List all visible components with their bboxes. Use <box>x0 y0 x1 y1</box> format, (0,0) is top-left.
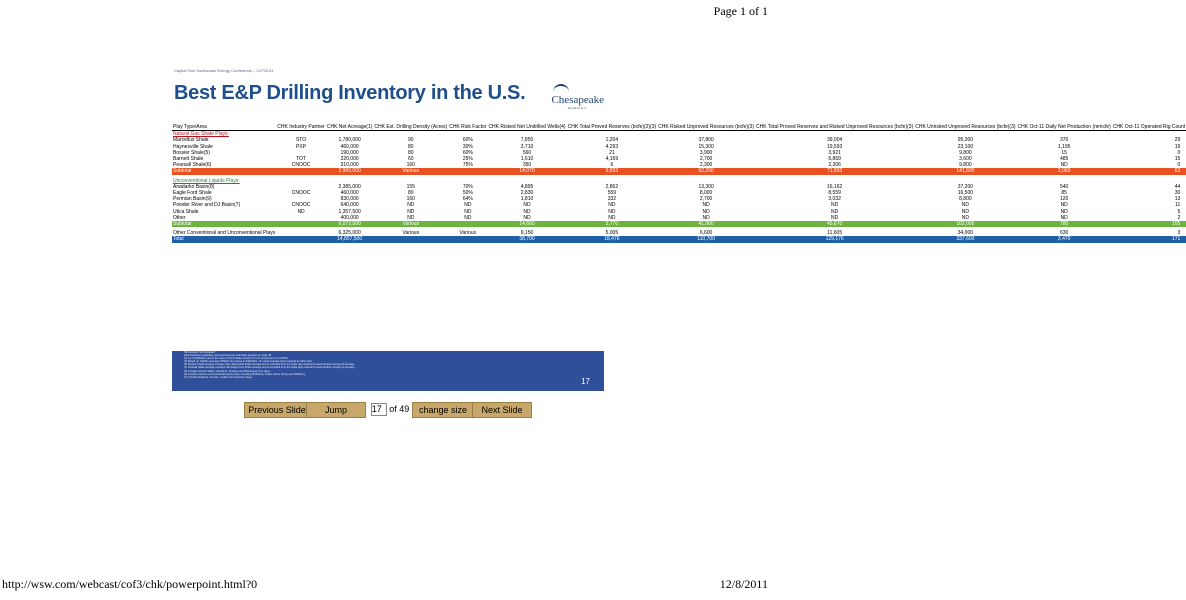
table-cell: ND <box>464 214 472 221</box>
table-cell: 1,357,500 <box>338 208 361 215</box>
table-cell: ND <box>523 202 531 209</box>
footnotes <box>172 351 604 379</box>
table-cell: 337,600 <box>914 236 1016 242</box>
table-cell: ND <box>464 202 472 209</box>
table-cell: 30 <box>1174 190 1181 197</box>
table-cell: 23,100 <box>957 143 974 150</box>
table-cell: 8,559 <box>828 190 841 197</box>
table-cell: ND <box>702 202 710 209</box>
table-cell: 63 <box>1112 168 1186 174</box>
table-cell: 560 <box>522 149 532 156</box>
table-cell: 190,000 <box>340 149 359 156</box>
table-cell: ND <box>608 214 616 221</box>
table-cell: 90 <box>408 137 414 144</box>
table-cell: ND <box>297 208 305 215</box>
table-cell: 44 <box>1174 183 1181 190</box>
footnote: (5) Includes Granite Wash, Cleveland, Tonkawa and Mississippi Lime plays <box>184 369 271 373</box>
column-header: CHK Oct-11 Operated Rig Count <box>1112 124 1186 130</box>
table-cell: Permian Basin(9) <box>173 196 212 203</box>
column-header: CHK Unrisked Unproved Resources (bcfe)(3) <box>915 124 1016 130</box>
table-cell: Various <box>373 221 448 227</box>
table-cell: 1,810 <box>520 196 534 203</box>
column-header: CHK Est. Drilling Density (Acres) <box>374 124 448 130</box>
slide-number-input[interactable] <box>371 403 387 416</box>
table-cell <box>448 236 487 242</box>
table-cell: 102,000 <box>914 221 1016 227</box>
table-cell: 220,000 <box>340 156 359 163</box>
table-cell: 640,000 <box>340 202 359 209</box>
table-cell: STO <box>295 137 307 144</box>
inventory-body <box>172 131 1186 243</box>
table-cell: ND <box>1060 214 1068 221</box>
table-cell: ND <box>702 208 710 215</box>
table-cell: 6,600 <box>699 230 713 237</box>
table-cell: 8,800 <box>959 196 972 203</box>
table-cell: 14,660 <box>487 221 566 227</box>
table-cell: 110,700 <box>657 236 755 242</box>
table-cell: 2,060 <box>1017 168 1112 174</box>
column-header: CHK Oct-11 Daily Net Production (mmcfe) <box>1017 124 1111 130</box>
table-cell: 1,195 <box>1057 143 1071 150</box>
table-cell: 160 <box>406 162 415 169</box>
inventory-table <box>172 124 1186 243</box>
table-cell: 540 <box>1060 183 1069 190</box>
table-cell: ND <box>608 208 616 215</box>
table-cell: 400,000 <box>340 214 359 221</box>
column-header: CHK Risk Factor <box>449 124 487 130</box>
table-cell: 350 <box>522 162 532 169</box>
table-cell: 3,710 <box>520 143 534 150</box>
logo-name: Chesapeake <box>551 94 604 106</box>
table-cell: 2,700 <box>699 156 713 163</box>
table-cell: 15 <box>1061 149 1067 156</box>
table-cell: 37,800 <box>698 137 714 144</box>
table-cell: 19 <box>1174 143 1181 150</box>
table-cell: 370 <box>1060 137 1069 144</box>
table-cell: 85 <box>1061 190 1067 197</box>
table-cell: ND <box>702 214 710 221</box>
table-cell: 105 <box>1112 221 1186 227</box>
table-cell: ND <box>464 208 472 215</box>
table-cell: 2,862 <box>605 183 619 190</box>
footnote: (3) Bossier Shale acreage overlaps with Haynesville Shale acreage and is excluded from the shale play subtotal to avoid double counting of acreage <box>184 363 355 367</box>
table-cell: 7,850 <box>520 137 534 144</box>
footnotes-panel <box>172 351 604 391</box>
table-cell: 11 <box>1175 202 1181 209</box>
table-cell: 16,162 <box>826 183 843 190</box>
table-cell: 2,300 <box>699 162 713 169</box>
column-header: CHK Total Proved Reserves (bcfe)(2)(3) <box>567 124 657 130</box>
table-cell: Utica Shale <box>173 208 199 215</box>
footnote: (1) As of 9/30/2011, and in the case of Utica Shale includes JV CO announced on 11/15/11 <box>184 357 288 361</box>
table-cell: 141,600 <box>914 168 1016 174</box>
table-cell: 16,500 <box>957 190 974 197</box>
table-cell: CNOOC <box>291 202 311 209</box>
table-cell: 80 <box>408 149 414 156</box>
table-cell: ND <box>407 214 415 221</box>
footnote: (4) Pearsall Shale acreage overlaps with Eagle Ford Shale acreage and is excluded from the shale play subtotal to avoid double counting of acreage <box>184 366 355 370</box>
table-cell: 4,293 <box>605 143 619 150</box>
column-header: CHK Industry Partner <box>277 124 325 130</box>
table-cell: 1,610 <box>520 156 534 163</box>
table-cell: 50% <box>462 190 473 197</box>
table-cell: 60 <box>408 156 414 163</box>
section-header-row <box>172 131 1186 138</box>
table-cell: 34,000 <box>957 230 974 237</box>
table-cell: 310,000 <box>340 162 359 169</box>
table-cell: ND <box>523 214 531 221</box>
table-cell: Anadarko Basin(8) <box>173 183 215 190</box>
table-cell: ND <box>523 208 531 215</box>
table-cell: 485 <box>1060 156 1069 163</box>
table-cell: 18,476 <box>567 236 658 242</box>
table-cell: 830,000 <box>340 196 359 203</box>
table-cell: 6,869 <box>828 156 841 163</box>
table-cell <box>276 236 326 242</box>
table-cell: Bossier Shale(5) <box>173 149 210 156</box>
table-cell: Barnett Shale <box>173 156 204 163</box>
table-cell: PXP <box>296 143 307 150</box>
table-cell: 37,200 <box>957 183 974 190</box>
jump-button[interactable]: Jump <box>306 402 366 418</box>
table-cell: 13,300 <box>698 183 714 190</box>
table-cell: 2,306 <box>828 162 841 169</box>
table-cell: 120 <box>1060 196 1069 203</box>
table-cell: 3,600 <box>959 156 972 163</box>
table-cell: ND <box>407 202 415 209</box>
slide-number: 17 <box>581 377 590 386</box>
slide-total: of 49 <box>389 404 410 414</box>
table-cell: 8,000 <box>699 190 713 197</box>
table-cell: 14,857,500 <box>326 236 374 242</box>
print-date: 12/8/2011 <box>719 577 768 591</box>
table-cell: 39,004 <box>826 137 843 144</box>
table-cell: 30% <box>462 143 473 150</box>
table-cell: ND <box>1060 162 1068 169</box>
table-cell: 75% <box>462 162 473 169</box>
slide <box>168 64 1186 394</box>
table-cell: ND <box>407 208 415 215</box>
table-cell: 64% <box>462 196 473 203</box>
table-cell: 129,176 <box>755 236 914 242</box>
chesapeake-logo <box>551 94 604 110</box>
table-cell: 2 <box>1177 214 1181 221</box>
table-cell: ND <box>961 202 969 209</box>
table-cell: 41,900 <box>657 221 755 227</box>
table-cell: 6,325,000 <box>338 230 361 237</box>
table-cell: CNOOC <box>291 190 311 197</box>
table-cell: Eagle Ford Shale <box>173 190 212 197</box>
column-header: Play Type/Area <box>172 124 276 131</box>
table-cell: ND <box>1060 208 1068 215</box>
table-cell: 6,072,500 <box>326 221 374 227</box>
table-cell: Total <box>172 236 276 242</box>
table-cell: 95,300 <box>957 137 974 144</box>
table-cell: 3,921 <box>828 149 841 156</box>
section-title: Natural Gas Shale Plays: <box>173 131 229 138</box>
table-cell: ND <box>961 214 969 221</box>
table-cell: Powder River and DJ Basin(7) <box>173 202 241 209</box>
table-cell: Haynesville Shale <box>173 143 213 150</box>
table-cell: ND <box>1060 202 1068 209</box>
table-cell: Subtotal <box>172 221 276 227</box>
table-cell: TOT <box>296 156 307 163</box>
next-slide-button[interactable]: Next Slide <box>472 402 532 418</box>
table-cell: 11,605 <box>827 230 843 237</box>
table-cell: Other Conventional and Unconventional Plays <box>173 230 276 237</box>
table-cell: 9,800 <box>959 149 972 156</box>
table-cell: 14,070 <box>487 168 566 174</box>
table-cell: 559 <box>607 190 617 197</box>
table-cell: Various <box>459 230 477 237</box>
table-cell: 0 <box>1177 149 1181 156</box>
footnote: (6) Includes various unconventional liquids plays, including Wolfcamp, Avalon, Bone Spring and Wolfberry <box>184 372 306 376</box>
table-cell: 3,470 <box>1017 236 1112 242</box>
table-cell: 2,700 <box>699 196 713 203</box>
column-header: CHK Net Acreage(1) <box>326 124 373 130</box>
table-cell: Marcellus Shale <box>173 137 209 144</box>
table-cell: 4,895 <box>520 183 534 190</box>
table-cell: 630 <box>1060 230 1069 237</box>
table-cell: 62,200 <box>657 168 755 174</box>
table-cell: ND <box>831 214 839 221</box>
column-header: CHK Risked Net Undrilled Wells(4) <box>488 124 566 130</box>
table-cell: 71,893 <box>755 168 914 174</box>
page-url: http://wsw.com/webcast/cof3/chk/powerpoint.html?0 <box>2 577 258 591</box>
table-cell: 2,830 <box>520 190 534 197</box>
table-cell: 9,800 <box>959 162 972 169</box>
table-cell: ND <box>961 208 969 215</box>
table-cell: 2,385,000 <box>338 183 361 190</box>
table-cell: 4,169 <box>605 156 619 163</box>
table-cell: Pearsall Shale(6) <box>173 162 212 169</box>
table-cell <box>373 236 448 242</box>
table-cell: 45,670 <box>755 221 914 227</box>
table-cell: CNOOC <box>291 162 311 169</box>
table-cell: 9,693 <box>567 168 658 174</box>
table-cell: 1,780,000 <box>338 137 361 144</box>
table-cell: Various <box>402 230 420 237</box>
table-cell: 1,204 <box>605 137 619 144</box>
table-cell: 2,960,000 <box>326 168 374 174</box>
table-cell: 29 <box>1174 137 1181 144</box>
table-cell: 780 <box>1017 221 1112 227</box>
section-title: Unconventional Liquids Plays: <box>173 177 240 184</box>
page-counter: Page 1 of 1 <box>713 4 768 18</box>
logo-sub: ENERGY <box>568 106 588 110</box>
table-row <box>172 236 1186 242</box>
footnote: ND denotes "not disclosed" <box>184 351 216 354</box>
table-cell: 80 <box>408 190 414 197</box>
table-cell: 171 <box>1112 236 1186 242</box>
footnote: Risk disclosure regarding unproved resource estimates appears on page 48 <box>184 354 272 358</box>
table-cell: ND <box>831 208 839 215</box>
page-number <box>368 402 412 416</box>
slide-navigation <box>0 402 776 418</box>
table-cell: Various <box>373 168 448 174</box>
logo-arc-icon <box>553 84 569 100</box>
table-cell: 3,770 <box>567 221 658 227</box>
table-cell: 6 <box>610 162 614 169</box>
table-cell: 460,000 <box>340 143 359 150</box>
slide-title: Best E&P Drilling Inventory in the U.S. <box>174 82 526 104</box>
footnote: (2) Based on 10/2011 average NYMEX strip prices at 9/30/2011, 12-month average price required by SEC rules <box>184 360 312 364</box>
header-row <box>172 124 1186 131</box>
table-cell: 160 <box>406 196 415 203</box>
table-cell: 25% <box>462 156 473 163</box>
table-cell: 460,000 <box>340 190 359 197</box>
table-cell: 3,032 <box>828 196 841 203</box>
table-cell: 21 <box>609 149 615 156</box>
change-size-button[interactable]: change size <box>412 402 474 418</box>
table-cell: 0 <box>1177 162 1181 169</box>
table-cell: ND <box>608 202 616 209</box>
table-cell: 9,150 <box>520 230 534 237</box>
previous-slide-button[interactable]: Previous Slide <box>244 402 310 418</box>
column-header: CHK Total Proved Reserves and Risked Unproved Resources (bcfe)(3) <box>756 124 914 130</box>
table-cell: 5 <box>1177 208 1181 215</box>
table-cell: 38,700 <box>487 236 566 242</box>
table-cell: 3,900 <box>699 149 713 156</box>
conference-line: Capital One Southcoast Energy Conference – 12/7/2011 <box>174 68 274 73</box>
table-cell: Other <box>173 214 186 221</box>
table-cell: 15 <box>1174 156 1181 163</box>
table-cell: 19,593 <box>826 143 843 150</box>
table-cell: 155 <box>406 183 415 190</box>
table-cell: 80 <box>408 143 414 150</box>
table-cell: 60% <box>462 137 473 144</box>
table-cell: 15,300 <box>698 143 714 150</box>
table-cell: 3 <box>1177 230 1181 237</box>
table-cell: 5,005 <box>605 230 619 237</box>
table-cell: 70% <box>462 183 473 190</box>
table-cell: Subtotal <box>172 168 276 174</box>
table-cell: 332 <box>607 196 617 203</box>
column-header: CHK Risked Unproved Resources (bcfe)(3) <box>658 124 755 130</box>
footnote: (7) Includes Niobrara, Frontier, Codell and Greenhorn plays <box>184 375 253 379</box>
table-cell: ND <box>831 202 839 209</box>
table-cell: 60% <box>462 149 473 156</box>
table-cell: 13 <box>1174 196 1181 203</box>
